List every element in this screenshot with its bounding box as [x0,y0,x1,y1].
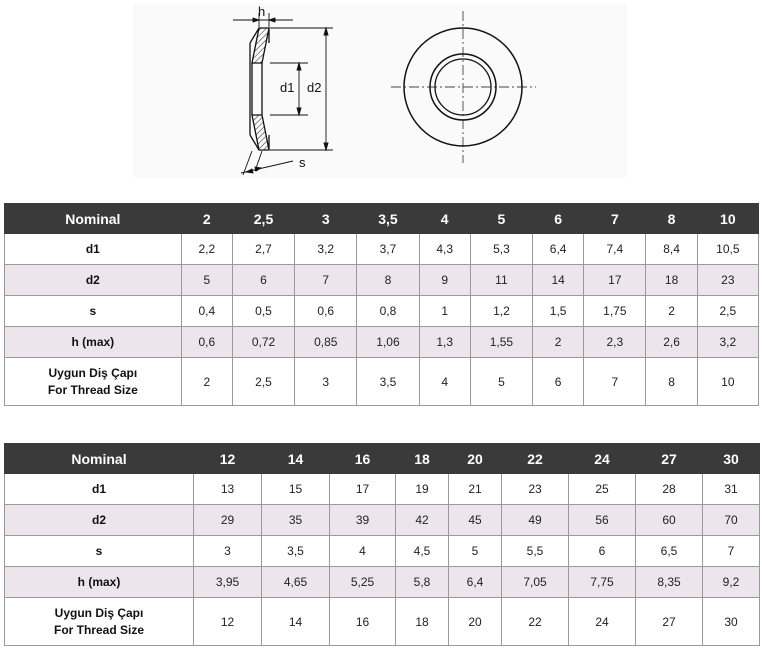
table-cell: 2,3 [584,327,646,358]
table-cell: 70 [703,505,760,536]
row-label-thread-size-tr: Uygun Diş Çapı [54,605,144,620]
table-cell: 20 [449,598,502,646]
table-cell: 4,65 [262,567,330,598]
table-row [5,327,759,358]
table-1-col-header: 3,5 [357,204,419,234]
table-cell: 1,06 [357,327,419,358]
row-label-h-max: h (max) [5,327,182,358]
table-cell: 17 [584,265,646,296]
table-1-header-row [5,204,759,234]
table-cell: 18 [646,265,697,296]
table-cell: 1,5 [533,296,584,327]
table-cell: 4 [419,358,470,406]
table-cell: 0,72 [232,327,294,358]
table-cell: 8,4 [646,234,697,265]
row-label-h-max: h (max) [5,567,194,598]
table-cell: 23 [502,474,569,505]
table-cell: 42 [396,505,449,536]
table-cell: 0,6 [295,296,357,327]
table-cell: 0,8 [357,296,419,327]
spec-table-1 [4,203,759,406]
table-cell: 0,85 [295,327,357,358]
table-row [5,296,759,327]
table-cell: 8,35 [636,567,703,598]
table-1-col-header: 4 [419,204,470,234]
spec-table-2 [4,443,760,646]
table-cell: 4,3 [419,234,470,265]
dim-label-h: h [258,4,266,19]
table-cell: 0,6 [181,327,232,358]
table-cell: 5 [181,265,232,296]
table-cell: 7,4 [584,234,646,265]
table-cell: 12 [194,598,262,646]
table-cell: 28 [636,474,703,505]
washer-drawing-svg [133,3,627,178]
table-cell: 0,4 [181,296,232,327]
table-2-col-header: 24 [569,444,636,474]
table-cell: 2 [533,327,584,358]
table-cell: 3,7 [357,234,419,265]
table-cell: 6,4 [449,567,502,598]
table-1-col-header: 5 [470,204,532,234]
table-2-header-row [5,444,760,474]
table-2-col-header: 14 [262,444,330,474]
table-2-col-header: 22 [502,444,569,474]
table-cell: 1,55 [470,327,532,358]
table-cell: 18 [396,598,449,646]
table-cell: 7,05 [502,567,569,598]
washer-front-view [391,11,536,163]
row-label-s: s [5,536,194,567]
table-cell: 7 [584,358,646,406]
table-cell: 6,4 [533,234,584,265]
table-cell: 35 [262,505,330,536]
row-label-s: s [5,296,182,327]
table-cell: 21 [449,474,502,505]
table-cell: 5,8 [396,567,449,598]
row-label-d2: d2 [5,265,182,296]
washer-side-view [241,28,269,150]
table-1-col-header: 6 [533,204,584,234]
table-cell: 14 [262,598,330,646]
table-cell: 6 [232,265,294,296]
table-cell: 2 [646,296,697,327]
table-cell: 3,95 [194,567,262,598]
table-1-col-header: 7 [584,204,646,234]
table-cell: 30 [703,598,760,646]
table-cell: 9 [419,265,470,296]
table-cell: 15 [262,474,330,505]
table-cell: 10,5 [697,234,758,265]
dim-label-d2: d2 [307,80,322,95]
table-cell: 10 [697,358,758,406]
table-2-col-header: 18 [396,444,449,474]
table-1-col-header: 2,5 [232,204,294,234]
table-cell: 3 [194,536,262,567]
table-cell: 6 [533,358,584,406]
row-label-d1: d1 [5,474,194,505]
table-cell: 1,3 [419,327,470,358]
table-cell: 3,2 [295,234,357,265]
table-1-nominal-header: Nominal [5,204,182,234]
table-cell: 27 [636,598,703,646]
table-cell: 5 [449,536,502,567]
table-cell: 4,5 [396,536,449,567]
table-row [5,358,759,406]
table-cell: 56 [569,505,636,536]
table-cell: 2,5 [697,296,758,327]
table-cell: 2,2 [181,234,232,265]
table-cell: 39 [330,505,396,536]
table-cell: 1 [419,296,470,327]
table-cell: 8 [646,358,697,406]
row-label-thread-size-en: For Thread Size [47,382,138,397]
table-2-col-header: 27 [636,444,703,474]
table-cell: 5,5 [502,536,569,567]
table-cell: 4 [330,536,396,567]
table-cell: 22 [502,598,569,646]
table-cell: 1,75 [584,296,646,327]
table-cell: 5,3 [470,234,532,265]
table-1-col-header: 3 [295,204,357,234]
table-row [5,474,760,505]
table-cell: 60 [636,505,703,536]
row-label-thread-size [5,358,182,406]
table-1-col-header: 8 [646,204,697,234]
table-cell: 3,5 [357,358,419,406]
table-cell: 14 [533,265,584,296]
table-cell: 3,5 [262,536,330,567]
table-cell: 29 [194,505,262,536]
dim-label-s: s [299,155,306,170]
table-cell: 25 [569,474,636,505]
table-cell: 6,5 [636,536,703,567]
table-cell: 2 [181,358,232,406]
row-label-d1: d1 [5,234,182,265]
table-cell: 5 [470,358,532,406]
table-cell: 31 [703,474,760,505]
table-2-col-header: 30 [703,444,760,474]
table-2-col-header: 16 [330,444,396,474]
table-cell: 24 [569,598,636,646]
table-cell: 2,5 [232,358,294,406]
table-row [5,505,760,536]
table-cell: 16 [330,598,396,646]
table-2-col-header: 12 [194,444,262,474]
table-row [5,536,760,567]
table-row [5,234,759,265]
table-cell: 2,6 [646,327,697,358]
table-1-col-header: 2 [181,204,232,234]
table-row [5,567,760,598]
table-cell: 3,2 [697,327,758,358]
table-row [5,265,759,296]
table-cell: 3 [295,358,357,406]
row-label-thread-size-tr: Uygun Diş Çapı [48,365,138,380]
table-cell: 13 [194,474,262,505]
table-cell: 49 [502,505,569,536]
table-cell: 19 [396,474,449,505]
table-cell: 7,75 [569,567,636,598]
table-cell: 6 [569,536,636,567]
table-cell: 7 [703,536,760,567]
table-cell: 0,5 [232,296,294,327]
table-cell: 45 [449,505,502,536]
technical-drawing [133,3,627,178]
table-cell: 17 [330,474,396,505]
table-2-nominal-header: Nominal [5,444,194,474]
dim-label-d1: d1 [280,80,295,95]
table-cell: 7 [295,265,357,296]
table-2-col-header: 20 [449,444,502,474]
row-label-d2: d2 [5,505,194,536]
table-cell: 5,25 [330,567,396,598]
table-row [5,598,760,646]
table-cell: 11 [470,265,532,296]
row-label-thread-size-en: For Thread Size [53,622,145,637]
table-1-col-header: 10 [697,204,758,234]
table-cell: 9,2 [703,567,760,598]
table-cell: 1,2 [470,296,532,327]
row-label-thread-size [5,598,194,646]
table-cell: 23 [697,265,758,296]
table-cell: 2,7 [232,234,294,265]
table-cell: 8 [357,265,419,296]
